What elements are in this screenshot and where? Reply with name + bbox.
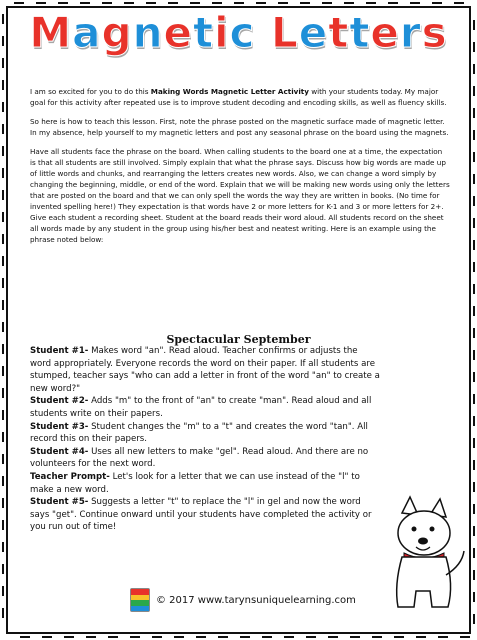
border-dash [473,174,475,184]
border-dash [2,322,4,332]
border-dash [196,636,206,638]
step-5: Teacher Prompt- Let's look for a letter that we can use instead of the "l" to make a new word. [30,471,360,495]
border-dash [350,636,360,638]
border-dash [212,2,222,4]
border-dash [2,168,4,178]
border-dash [473,482,475,492]
border-dash [2,300,4,310]
title-letter: e [298,8,329,57]
border-dash [2,190,4,200]
step-2: Student #2- Adds "m" to the front of "an" to create "man". Read aloud and all students write on their papers. [30,396,372,419]
title-letter: L [271,8,299,57]
border-dash [234,2,244,4]
border-dash [278,2,288,4]
border-dash [284,636,294,638]
border-dash [322,2,332,4]
title-letter: g [101,8,133,57]
border-dash [2,234,4,244]
border-dash [372,636,382,638]
border-dash [473,284,475,294]
border-dash [2,608,4,618]
border-dash [473,570,475,580]
border-dash [473,218,475,228]
title-letter: e [163,8,193,57]
border-dash [102,2,112,4]
title-letter: e [370,8,400,57]
page-title [0,8,477,57]
border-dash [64,636,74,638]
border-dash [473,372,475,382]
title-letter: n [132,8,164,57]
border-dash [473,86,475,96]
border-dash [2,410,4,420]
dog-illustration [380,495,468,613]
border-dash [388,2,398,4]
border-dash [36,2,46,4]
border-dash [2,58,4,68]
border-dash [454,2,464,4]
border-dash [460,636,470,638]
border-dash [344,2,354,4]
border-dash [2,366,4,376]
border-dash [473,416,475,426]
border-dash [2,476,4,486]
intro-text [30,86,450,253]
border-dash [262,636,272,638]
border-dash [473,64,475,74]
border-dash [328,636,338,638]
border-dash [2,432,4,442]
border-dash [2,520,4,530]
title-letter: r [399,8,422,57]
border-dash [256,2,266,4]
border-dash [473,108,475,118]
border-dash [432,2,442,4]
border-dash [473,130,475,140]
border-dash [2,102,4,112]
border-dash [394,636,404,638]
title-letter: i [214,8,230,57]
border-dash [2,454,4,464]
border-dash [2,80,4,90]
border-dash [473,526,475,536]
border-dash [124,2,134,4]
example-steps [30,345,380,534]
border-dash [108,636,118,638]
border-dash [473,394,475,404]
copyright-text: © 2017 www.tarynsuniquelearning.com [156,594,356,606]
brand-logo [130,588,150,612]
intro-paragraph-2: So here is how to teach this lesson. First, note the phrase posted on the magnetic surface made of magnetic letter. In my absence, help yourself to my magnetic letters and post any seasonal phrase on the board using the magnets. [30,117,449,137]
border-dash [2,586,4,596]
title-letter: M [29,8,73,57]
border-dash [473,614,475,624]
border-dash [240,636,250,638]
border-dash [2,124,4,134]
border-dash [2,212,4,222]
border-dash [80,2,90,4]
border-dash [152,636,162,638]
border-dash [473,262,475,272]
title-letter: t [349,8,371,57]
footer [130,588,356,612]
title-letter: c [229,8,256,57]
border-dash [190,2,200,4]
step-1: Student #1- Makes word "an". Read aloud. Teacher confirms or adjusts the word appropriately. Everyone records the word on their paper. If all students are stumped, teacher says "who can add a letter in front of the word "an" to create a new word?" [30,346,380,394]
border-dash [42,636,52,638]
border-dash [300,2,310,4]
border-dash [174,636,184,638]
border-dash [306,636,316,638]
border-dash [473,196,475,206]
border-dash [20,636,30,638]
border-dash [86,636,96,638]
title-letter [255,8,271,57]
title-letter: a [72,8,102,57]
border-dash [473,306,475,316]
border-dash [2,278,4,288]
logo-stripe [131,606,149,612]
border-dash [58,2,68,4]
intro-paragraph-1: I am so excited for you to do this Making Words Magnetic Letter Activity with your students today. My major goal for this activity after repeated use is to improve student decoding and encoding skills, as well as fluency skills. [30,87,447,107]
border-dash [473,548,475,558]
title-letter: t [192,8,215,57]
title-letter: s [421,8,448,57]
border-dash [473,460,475,470]
border-dash [2,564,4,574]
border-dash [473,240,475,250]
border-dash [2,388,4,398]
step-6: Student #5- Suggests a letter "t" to replace the "l" in gel and now the word says "get". Continue onward until your students have completed the activity or you run out of time! [30,497,372,533]
title-letter: t [328,8,350,57]
step-3: Student #3- Student changes the "m" to a "t" and creates the word "tan". All record this on their papers. [30,421,368,445]
border-dash [410,2,420,4]
step-4: Student #4- Uses all new letters to make "gel". Read aloud. And there are no volunteers for the next word. [30,446,369,470]
intro-paragraph-3: Have all students face the phrase on the board. When calling students to the board one at a time, the expectation is that all students are still involved. Simply explain that what the phrase says. Discuss how big words are made up of little words and chunks, and rearranging the letters creates new words. Also, we can change a word simply by changing the beginning, middle, or end of the word. Explain that we will be making new words using only the letters that are posted on the board and that we can only spell the words the way they are written in books. (No time for invented spelling here!) They expectation is that words have 2 or more letters for K-1 and 3 or more letters for 2+. Give each student a recording sheet. Student at the board reads their word aloud. All students record on the sheet all words made by any student in the group using his/her best and neatest writing. Here is an example using the phrase noted below: [30,147,450,244]
border-dash [2,498,4,508]
border-dash [168,2,178,4]
border-dash [146,2,156,4]
border-dash [473,592,475,602]
border-dash [2,542,4,552]
border-dash [2,146,4,156]
border-dash [473,438,475,448]
border-dash [473,350,475,360]
border-dash [473,152,475,162]
border-dash [130,636,140,638]
section-heading: Spectacular September [166,333,311,346]
border-dash [14,2,24,4]
border-dash [438,636,448,638]
border-dash [2,256,4,266]
border-dash [473,504,475,514]
border-dash [366,2,376,4]
border-dash [218,636,228,638]
border-dash [416,636,426,638]
